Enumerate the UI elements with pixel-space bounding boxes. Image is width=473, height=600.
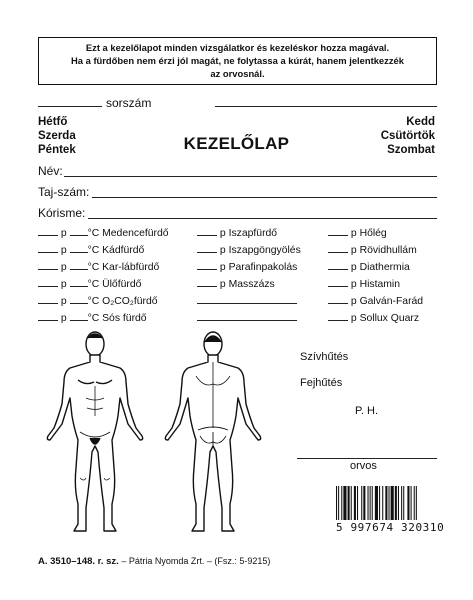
barcode-bar: [361, 486, 362, 520]
notice-line-2: Ha a fürdőben nem érzi jól magát, ne folytassa a kúrát, hanem jelentkezzék: [71, 55, 404, 66]
treatment-row[interactable]: p °C Kádfürdő: [38, 244, 144, 256]
day-csutortok: Csütörtök: [380, 130, 435, 142]
treatment-label: °C Kádfürdő: [87, 245, 145, 256]
treatment-label: °C Sós fürdő: [87, 313, 147, 324]
treatment-row[interactable]: p Iszapfürdő: [197, 227, 277, 239]
barcode-bar: [407, 486, 409, 520]
treatment-row[interactable]: p Hőlég: [328, 227, 387, 239]
korisme-field[interactable]: [88, 218, 437, 219]
notice-line-3: az orvosnál.: [210, 68, 265, 79]
barcode-bar: [414, 486, 415, 520]
treatment-label: Hőlég: [359, 228, 387, 239]
treatment-row[interactable]: p Masszázs: [197, 278, 275, 290]
barcode-bar: [389, 486, 390, 520]
barcode-bar: [372, 486, 373, 520]
treatment-label: Diathermia: [359, 262, 410, 273]
barcode-bar: [336, 486, 337, 520]
barcode: [334, 486, 438, 520]
top-right-blank[interactable]: [215, 106, 437, 107]
orvos-label: orvos: [350, 460, 377, 472]
barcode-bar: [391, 486, 394, 520]
treatment-label: Iszapgöngyölés: [228, 245, 301, 256]
treatment-label: °C Medencefürdő: [87, 228, 169, 239]
notice-line-1: Ezt a kezelőlapot minden vizsgálatkor és kezeléskor hozza magával.: [85, 42, 390, 53]
treatment-row[interactable]: p °C O₂CO₂fürdő: [38, 295, 158, 307]
nev-field[interactable]: [64, 176, 437, 177]
treatment-label: Sollux Quarz: [359, 313, 420, 324]
custom-treatment-blank[interactable]: [197, 320, 297, 321]
treatment-label: °C O₂CO₂fürdő: [87, 296, 158, 307]
back-body-figure: [165, 332, 260, 531]
treatment-row[interactable]: p Galván-Farád: [328, 295, 423, 307]
day-szerda: Szerda: [38, 130, 76, 142]
treatment-label: °C Kar-lábfürdő: [87, 262, 160, 273]
sorszam-blank[interactable]: [38, 106, 102, 107]
barcode-bar: [411, 486, 412, 520]
notice-box: [38, 37, 437, 85]
korisme-label: Kórisme:: [38, 206, 86, 220]
barcode-bar: [354, 486, 356, 520]
barcode-bar: [370, 486, 371, 520]
treatment-row[interactable]: p Diathermia: [328, 261, 410, 273]
barcode-bar: [363, 486, 365, 520]
treatment-label: Histamin: [359, 279, 400, 290]
body-figures-illustration: [40, 328, 290, 538]
treatment-label: Rövidhullám: [359, 245, 417, 256]
treatment-label: Iszapfürdő: [228, 228, 278, 239]
printer-info: – Pátria Nyomda Zrt. – (Fsz.: 5-9215): [121, 556, 271, 566]
barcode-bar: [385, 486, 387, 520]
barcode-bar: [395, 486, 397, 520]
barcode-bar: [351, 486, 352, 520]
barcode-bar: [348, 486, 350, 520]
treatment-row[interactable]: p °C Ülőfürdő: [38, 278, 141, 290]
barcode-bar: [343, 486, 346, 520]
barcode-bar: [368, 486, 369, 520]
barcode-bar: [403, 486, 404, 520]
treatment-label: °C Ülőfürdő: [87, 279, 142, 290]
page-title: KEZELŐLAP: [183, 134, 290, 153]
barcode-bar: [357, 486, 358, 520]
treatment-row[interactable]: p Rövidhullám: [328, 244, 417, 256]
signature-line[interactable]: [297, 458, 437, 459]
treatment-label: Masszázs: [228, 279, 275, 290]
treatment-label: Galván-Farád: [359, 296, 424, 307]
ph-stamp-label: P. H.: [355, 405, 379, 417]
nev-label: Név:: [38, 164, 63, 178]
taj-label: Taj-szám:: [38, 185, 90, 199]
barcode-bar: [398, 486, 399, 520]
treatment-row[interactable]: p Iszapgöngyölés: [197, 244, 301, 256]
treatment-row[interactable]: p °C Medencefürdő: [38, 227, 169, 239]
form-code: A. 3510–148. r. sz.: [38, 556, 119, 567]
taj-field[interactable]: [92, 197, 437, 198]
day-pentek: Péntek: [38, 144, 76, 156]
sorszam-label: sorszám: [106, 96, 152, 110]
treatment-row[interactable]: p Histamin: [328, 278, 400, 290]
barcode-bar: [382, 486, 383, 520]
barcode-bar: [379, 486, 380, 520]
treatment-label: Parafinpakolás: [228, 262, 298, 273]
treatment-row[interactable]: p Sollux Quarz: [328, 312, 419, 324]
footer: [38, 556, 270, 567]
barcode-bar: [416, 486, 417, 520]
day-szombat: Szombat: [387, 144, 435, 156]
day-hetfo: Hétfő: [38, 116, 68, 128]
treatment-row[interactable]: p Parafinpakolás: [197, 261, 297, 273]
barcode-bar: [338, 486, 339, 520]
barcode-bar: [341, 486, 342, 520]
barcode-bar: [375, 486, 378, 520]
custom-treatment-blank[interactable]: [197, 303, 297, 304]
treatment-row[interactable]: p °C Sós fürdő: [38, 312, 147, 324]
front-body-figure: [47, 332, 142, 531]
barcode-number: 5 997674 320310: [336, 521, 445, 534]
day-kedd: Kedd: [406, 116, 435, 128]
treatment-row[interactable]: p °C Kar-lábfürdő: [38, 261, 159, 273]
szivhutes-label: Szívhűtés: [300, 351, 349, 363]
fejhutes-label: Fejhűtés: [300, 377, 343, 389]
barcode-bar: [401, 486, 402, 520]
